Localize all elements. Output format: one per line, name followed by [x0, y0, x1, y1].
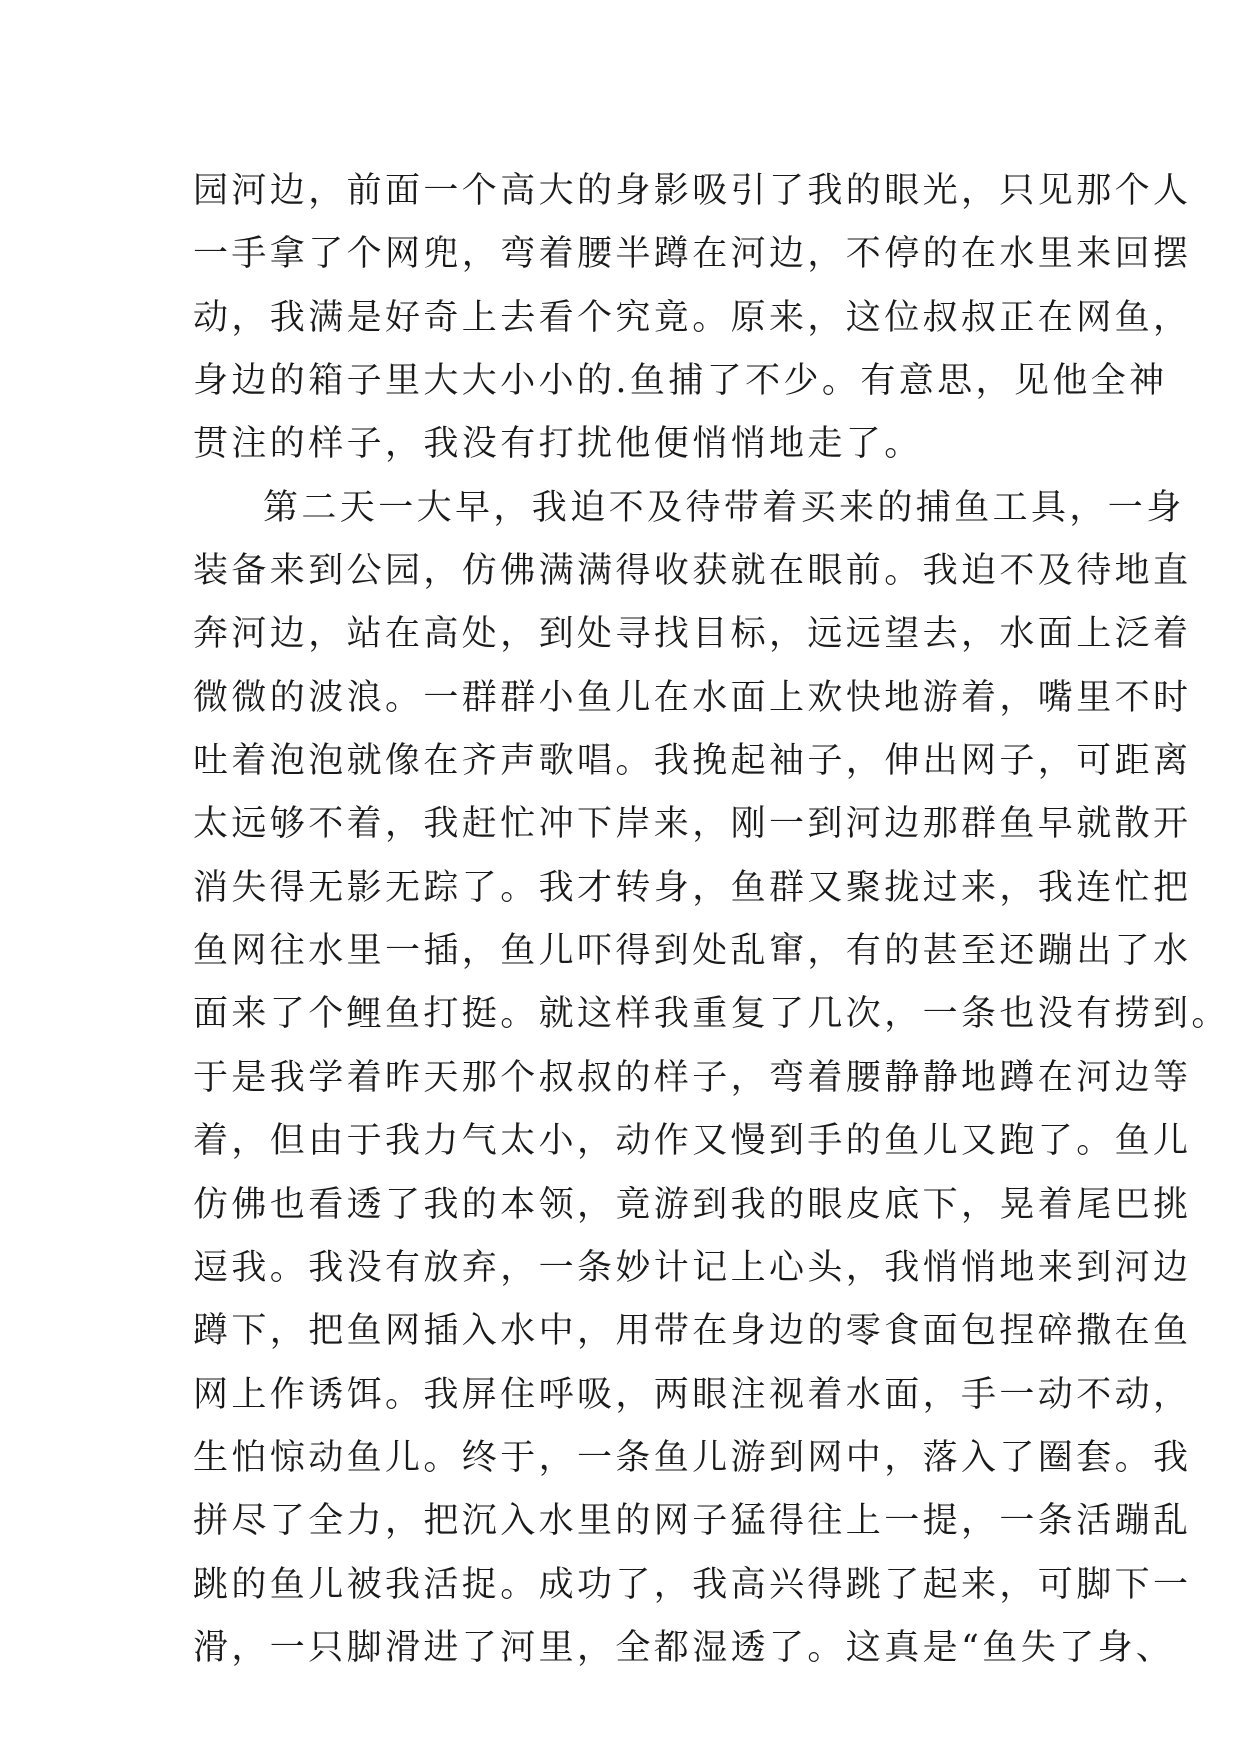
text-line: 于是我学着昨天那个叔叔的样子，弯着腰静静地蹲在河边等 [193, 1057, 1192, 1098]
text-line: 太远够不着，我赶忙冲下岸来，刚一到河边那群鱼早就散开 [193, 804, 1192, 845]
text-line: 跳的鱼儿被我活捉。成功了，我高兴得跳了起来，可脚下一 [193, 1564, 1192, 1605]
text-line: 装备来到公园，仿佛满满得收获就在眼前。我迫不及待地直 [193, 551, 1192, 592]
text-line: 奔河边，站在高处，到处寻找目标，远远望去，水面上泛着 [193, 614, 1192, 655]
text-line: 网上作诱饵。我屏住呼吸，两眼注视着水面，手一动不动， [193, 1374, 1192, 1415]
text-line: 一手拿了个网兜，弯着腰半蹲在河边，不停的在水里来回摆 [193, 234, 1192, 275]
text-line: 滑，一只脚滑进了河里，全都湿透了。这真是“鱼失了身、 [193, 1627, 1175, 1668]
text-line: 着，但由于我力气太小，动作又慢到手的鱼儿又跑了。鱼儿 [193, 1121, 1192, 1162]
body-text [193, 160, 1230, 1680]
text-line: 园河边，前面一个高大的身影吸引了我的眼光，只见那个人 [193, 171, 1192, 211]
text-line: 面来了个鲤鱼打挺。就这样我重复了几次，一条也没有捞到。 [193, 994, 1230, 1035]
text-line: 拼尽了全力，把沉入水里的网子猛得往上一提，一条活蹦乱 [193, 1501, 1192, 1542]
text-line: 身边的箱子里大大小小的.鱼捕了不少。有意思，见他全神 [193, 361, 1168, 402]
text-line: 逗我。我没有放弃，一条妙计记上心头，我悄悄地来到河边 [193, 1247, 1192, 1288]
text-line: 吐着泡泡就像在齐声歌唱。我挽起袖子，伸出网子，可距离 [193, 741, 1192, 782]
text-line: 鱼网往水里一插，鱼儿吓得到处乱窜，有的甚至还蹦出了水 [193, 931, 1192, 972]
text-line: 生怕惊动鱼儿。终于，一条鱼儿游到网中，落入了圈套。我 [193, 1437, 1192, 1478]
text-line: 消失得无影无踪了。我才转身，鱼群又聚拢过来，我连忙把 [193, 867, 1192, 908]
text-line: 微微的波浪。一群群小鱼儿在水面上欢快地游着，嘴里不时 [193, 677, 1192, 718]
text-line: 仿佛也看透了我的本领，竟游到我的眼皮底下，晃着尾巴挑 [193, 1184, 1192, 1225]
text-line: 贯注的样子，我没有打扰他便悄悄地走了。 [193, 424, 923, 465]
text-line: 第二天一大早，我迫不及待带着买来的捕鱼工具，一身 [263, 487, 1185, 528]
text-line: 蹲下，把鱼网插入水中，用带在身边的零食面包捏碎撒在鱼 [193, 1311, 1192, 1352]
text-line: 动，我满是好奇上去看个究竟。原来，这位叔叔正在网鱼， [193, 297, 1192, 338]
